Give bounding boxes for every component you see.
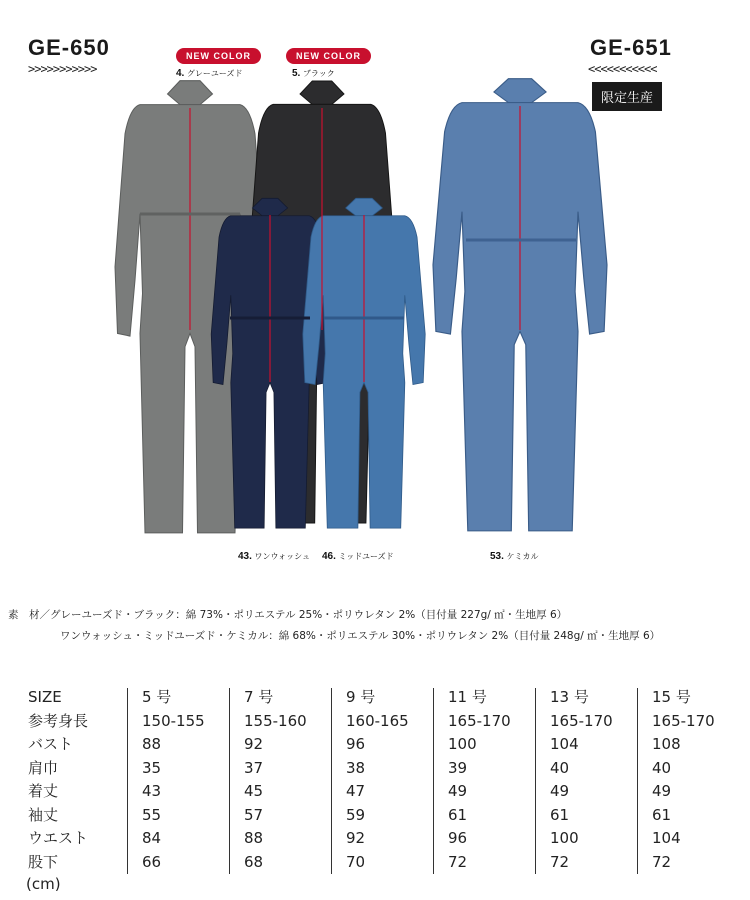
- size-cell: 61: [652, 805, 672, 824]
- size-cell: 84: [142, 829, 162, 847]
- size-cell: 11 号: [448, 688, 487, 706]
- row-label-inseam: 股下: [28, 852, 59, 871]
- caption-chemical: 53. ケミカル: [490, 551, 539, 562]
- size-cell: 43: [142, 782, 162, 800]
- row-label-bust: バスト: [28, 735, 74, 753]
- unit-label: (cm): [26, 875, 61, 893]
- size-column-7: [244, 686, 307, 874]
- size-cell: 70: [346, 852, 366, 871]
- size-cell: 96: [448, 829, 468, 847]
- size-column-13: [550, 686, 613, 874]
- size-cell: 165-170: [448, 711, 511, 730]
- size-cell: 61: [448, 805, 468, 824]
- size-cell: 39: [448, 758, 468, 777]
- material-line-1: 素 材／グレーユーズド・ブラック：綿 73%・ポリエステル 25%・ポリウレタン 2%（目付量 227g/ ㎡・生地厚 6）: [8, 609, 568, 621]
- size-cell: 7 号: [244, 688, 274, 706]
- row-label-length: 着丈: [28, 782, 59, 800]
- size-cell: 88: [244, 829, 264, 847]
- size-cell: 9 号: [346, 688, 376, 706]
- column-divider: [127, 688, 128, 874]
- size-cell: 104: [652, 829, 681, 847]
- size-row-labels: [28, 686, 88, 874]
- size-cell: 5 号: [142, 688, 172, 706]
- size-cell: 35: [142, 758, 162, 777]
- caption-black: 5. ブラック: [292, 68, 335, 79]
- size-cell: 108: [652, 735, 681, 753]
- size-cell: 96: [346, 735, 366, 753]
- size-cell: 92: [346, 829, 366, 847]
- caption-onewash: 43. ワンウォッシュ: [238, 551, 310, 562]
- new-color-badge-black: NEW COLOR: [286, 48, 371, 64]
- size-cell: 165-170: [550, 711, 613, 730]
- size-cell: 72: [652, 852, 672, 871]
- column-divider: [433, 688, 434, 874]
- size-column-9: [346, 686, 409, 874]
- size-cell: 150-155: [142, 711, 205, 730]
- size-cell: 66: [142, 852, 162, 871]
- size-cell: 37: [244, 758, 264, 777]
- size-cell: 47: [346, 782, 366, 800]
- row-label-height: 参考身長: [28, 711, 89, 730]
- new-color-badge-gray: NEW COLOR: [176, 48, 261, 64]
- size-cell: 155-160: [244, 711, 307, 730]
- size-cell: 104: [550, 735, 579, 753]
- size-cell: 165-170: [652, 711, 715, 730]
- caption-gray-used: 4. グレーユーズド: [176, 68, 243, 79]
- size-cell: 100: [550, 829, 579, 847]
- size-cell: 57: [244, 805, 264, 824]
- column-divider: [229, 688, 230, 874]
- size-cell: 45: [244, 782, 264, 800]
- row-label-waist: ウエスト: [28, 829, 89, 847]
- row-label-shoulder: 肩巾: [28, 758, 59, 777]
- row-label-sleeve: 袖丈: [28, 805, 59, 824]
- chevron-left-decoration: <<<<<<<<<<<: [588, 62, 657, 76]
- size-cell: 100: [448, 735, 477, 753]
- size-cell: 40: [652, 758, 672, 777]
- size-column-11: [448, 686, 511, 874]
- size-cell: 49: [652, 782, 672, 800]
- column-divider: [535, 688, 536, 874]
- column-divider: [331, 688, 332, 874]
- chevron-right-decoration: >>>>>>>>>>>: [28, 62, 97, 76]
- size-cell: 68: [244, 852, 264, 871]
- size-cell: 55: [142, 805, 162, 824]
- size-cell: 49: [448, 782, 468, 800]
- material-line-2: ワンウォッシュ・ミッドユーズド・ケミカル：綿 68%・ポリエステル 30%・ポリウレタン 2%（目付量 248g/ ㎡・生地厚 6）: [60, 630, 661, 642]
- model-ge650-title: GE-650: [28, 35, 110, 60]
- size-cell: 38: [346, 758, 366, 777]
- size-cell: 61: [550, 805, 570, 824]
- size-cell: 59: [346, 805, 366, 824]
- size-cell: 13 号: [550, 688, 589, 706]
- size-cell: 40: [550, 758, 570, 777]
- column-divider: [637, 688, 638, 874]
- size-cell: 49: [550, 782, 570, 800]
- size-cell: 72: [550, 852, 570, 871]
- size-cell: 72: [448, 852, 468, 871]
- size-cell: 88: [142, 735, 162, 753]
- size-cell: 160-165: [346, 711, 409, 730]
- size-cell: 92: [244, 735, 264, 753]
- size-column-15: [652, 686, 715, 874]
- model-ge651-title: GE-651: [590, 35, 672, 60]
- size-column-5: [142, 686, 205, 874]
- row-label-size: SIZE: [28, 688, 62, 706]
- limited-production-badge: 限定生産: [592, 82, 662, 111]
- size-cell: 15 号: [652, 688, 691, 706]
- caption-midused: 46. ミッドユーズド: [322, 551, 394, 562]
